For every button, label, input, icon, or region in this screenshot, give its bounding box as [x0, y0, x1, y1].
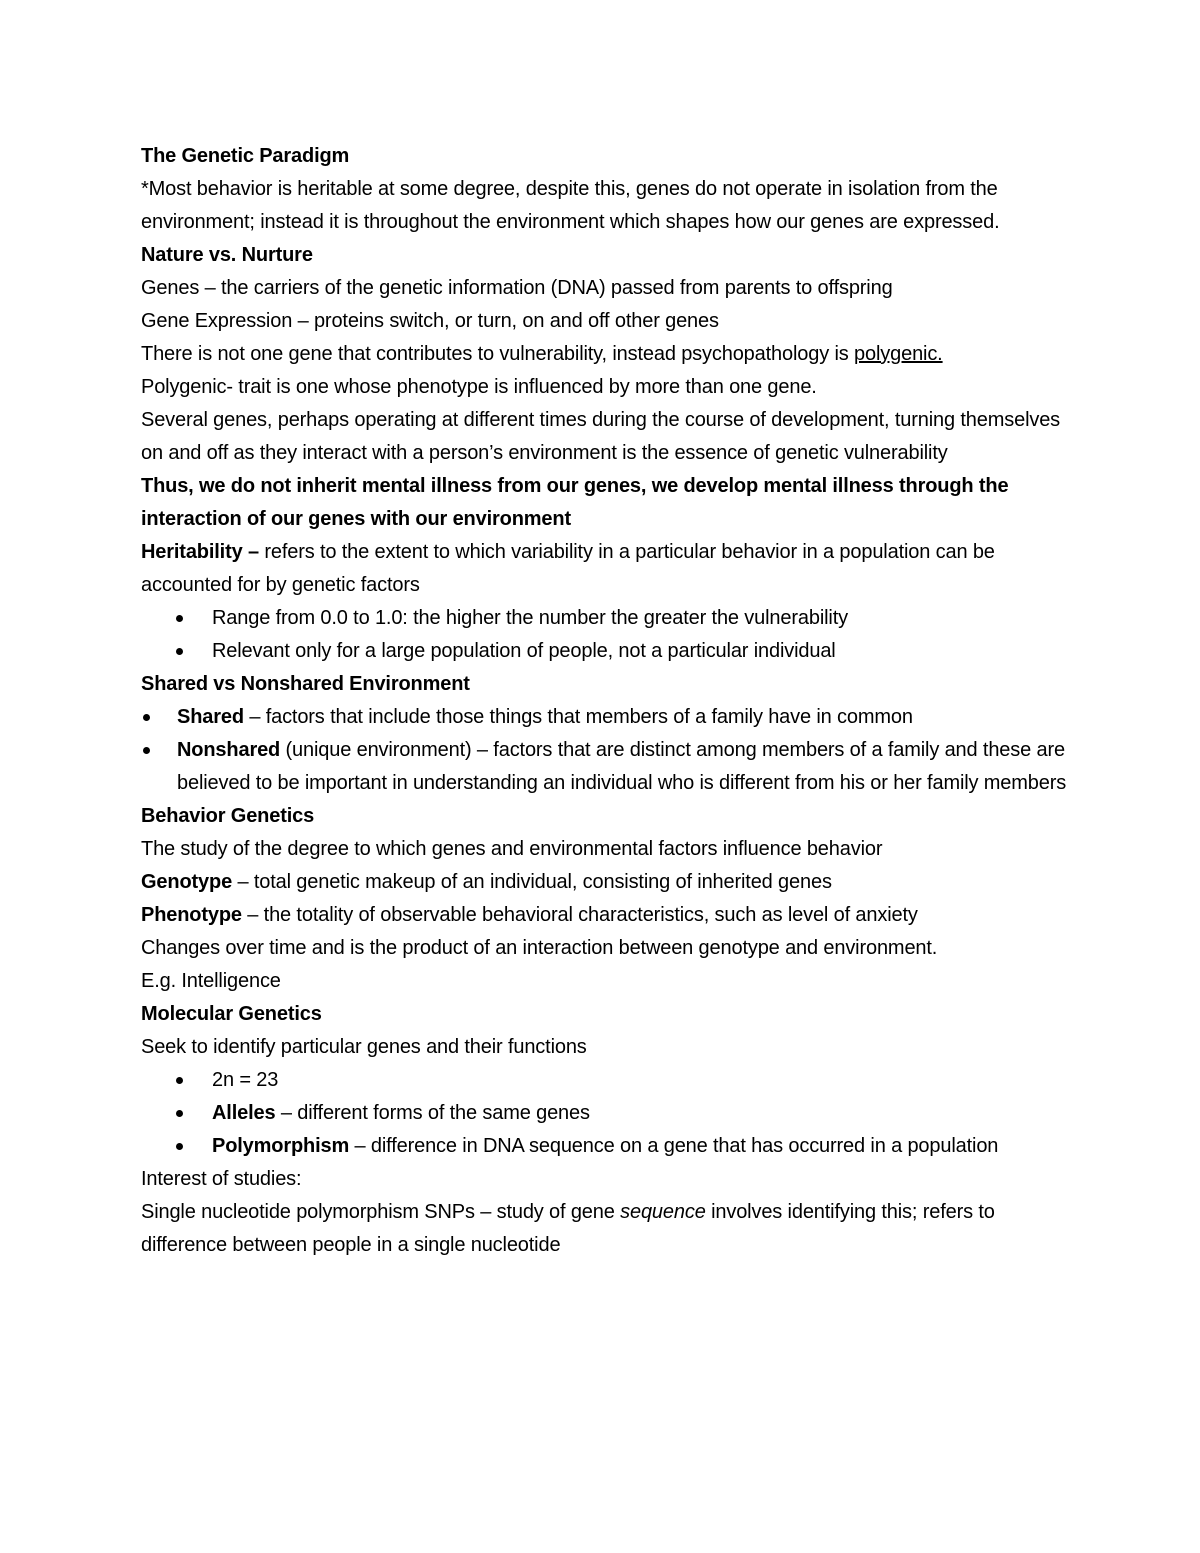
snp-italic-word: sequence — [620, 1201, 706, 1223]
polymorphism-term: Polymorphism — [212, 1135, 350, 1157]
document-body — [141, 140, 1071, 1262]
snp-paragraph — [141, 1196, 1071, 1262]
changes-over-time: Changes over time and is the product of an interaction between genotype and environment. — [141, 937, 938, 959]
thus-conclusion: Thus, we do not inherit mental illness from our genes, we develop mental illness through the interaction of our genes with our environment — [141, 475, 1009, 530]
polymorphism-def: – difference in DNA sequence on a gene that has occurred in a population — [349, 1135, 999, 1157]
molecular-bullet-list — [141, 1064, 1071, 1163]
phenotype-def: – the totality of observable behavioral characteristics, such as level of anxiety — [241, 904, 918, 926]
nonshared-term: Nonshared — [177, 739, 281, 761]
example-line: E.g. Intelligence — [141, 970, 281, 992]
list-item — [141, 1064, 1071, 1097]
phenotype-term: Phenotype — [141, 904, 242, 926]
polygenic-underlined-word: polygenic. — [854, 343, 943, 365]
molecular-genetics-definition: Seek to identify particular genes and their functions — [141, 1036, 587, 1058]
shared-def: – factors that include those things that members of a family have in common — [243, 706, 913, 728]
alleles-def: – different forms of the same genes — [275, 1102, 590, 1124]
heritability-def-text: refers to the extent to which variability in a particular behavior in a population can be accounted for by genetic factors — [141, 541, 995, 596]
nonshared-def: (unique environment) – factors that are distinct among members of a family and these are believed to be important in understanding an individual who is different from his or her family members — [177, 739, 1067, 794]
heritability-bullet-list — [141, 602, 1071, 668]
several-genes-paragraph: Several genes, perhaps operating at different times during the course of development, turning themselves on and off as they interact with a person’s environment is the essence of genetic vulnerability — [141, 409, 1061, 464]
list-item — [141, 701, 1071, 734]
list-item: Relevant only for a large population of people, not a particular individual — [141, 635, 1071, 668]
genotype-term: Genotype — [141, 871, 233, 893]
genotype-definition — [141, 866, 1071, 899]
phenotype-definition — [141, 899, 1071, 932]
polygenic-statement — [141, 338, 1071, 371]
genotype-def: – total genetic makeup of an individual, consisting of inherited genes — [232, 871, 832, 893]
polygenic-statement-text: There is not one gene that contributes to vulnerability, instead psychopathology is — [141, 343, 855, 365]
intro-paragraph: *Most behavior is heritable at some degree, despite this, genes do not operate in isolation from the environment; instead it is throughout the environment which shapes how our genes are expressed. — [141, 178, 1000, 233]
list-item — [141, 734, 1071, 800]
gene-expression-definition: Gene Expression – proteins switch, or turn, on and off other genes — [141, 310, 719, 332]
list-item — [141, 1130, 1071, 1163]
shared-term: Shared — [177, 706, 244, 728]
document-title: The Genetic Paradigm — [141, 145, 350, 167]
list-item — [141, 1097, 1071, 1130]
polygenic-definition: Polygenic- trait is one whose phenotype is influenced by more than one gene. — [141, 376, 817, 398]
list-item: Range from 0.0 to 1.0: the higher the number the greater the vulnerability — [141, 602, 1071, 635]
shared-bullet-list — [141, 701, 1071, 800]
section-heading-molecular-genetics: Molecular Genetics — [141, 1003, 322, 1025]
heritability-term: Heritability – — [141, 541, 259, 563]
snp-text-before: Single nucleotide polymorphism SNPs – study of gene — [141, 1201, 621, 1223]
heritability-definition — [141, 536, 1071, 602]
section-heading-nature-nurture: Nature vs. Nurture — [141, 244, 313, 266]
genes-definition: Genes – the carriers of the genetic information (DNA) passed from parents to offspring — [141, 277, 893, 299]
alleles-term: Alleles — [212, 1102, 276, 1124]
interest-of-studies: Interest of studies: — [141, 1168, 302, 1190]
section-heading-shared-environment: Shared vs Nonshared Environment — [141, 673, 470, 695]
snp-text-after: involves identifying this; refers to difference between people in a single nucleotide — [141, 1201, 995, 1256]
behavior-genetics-definition: The study of the degree to which genes and environmental factors influence behavior — [141, 838, 883, 860]
molecular-def-0: 2n = 23 — [212, 1069, 279, 1091]
section-heading-behavior-genetics: Behavior Genetics — [141, 805, 315, 827]
